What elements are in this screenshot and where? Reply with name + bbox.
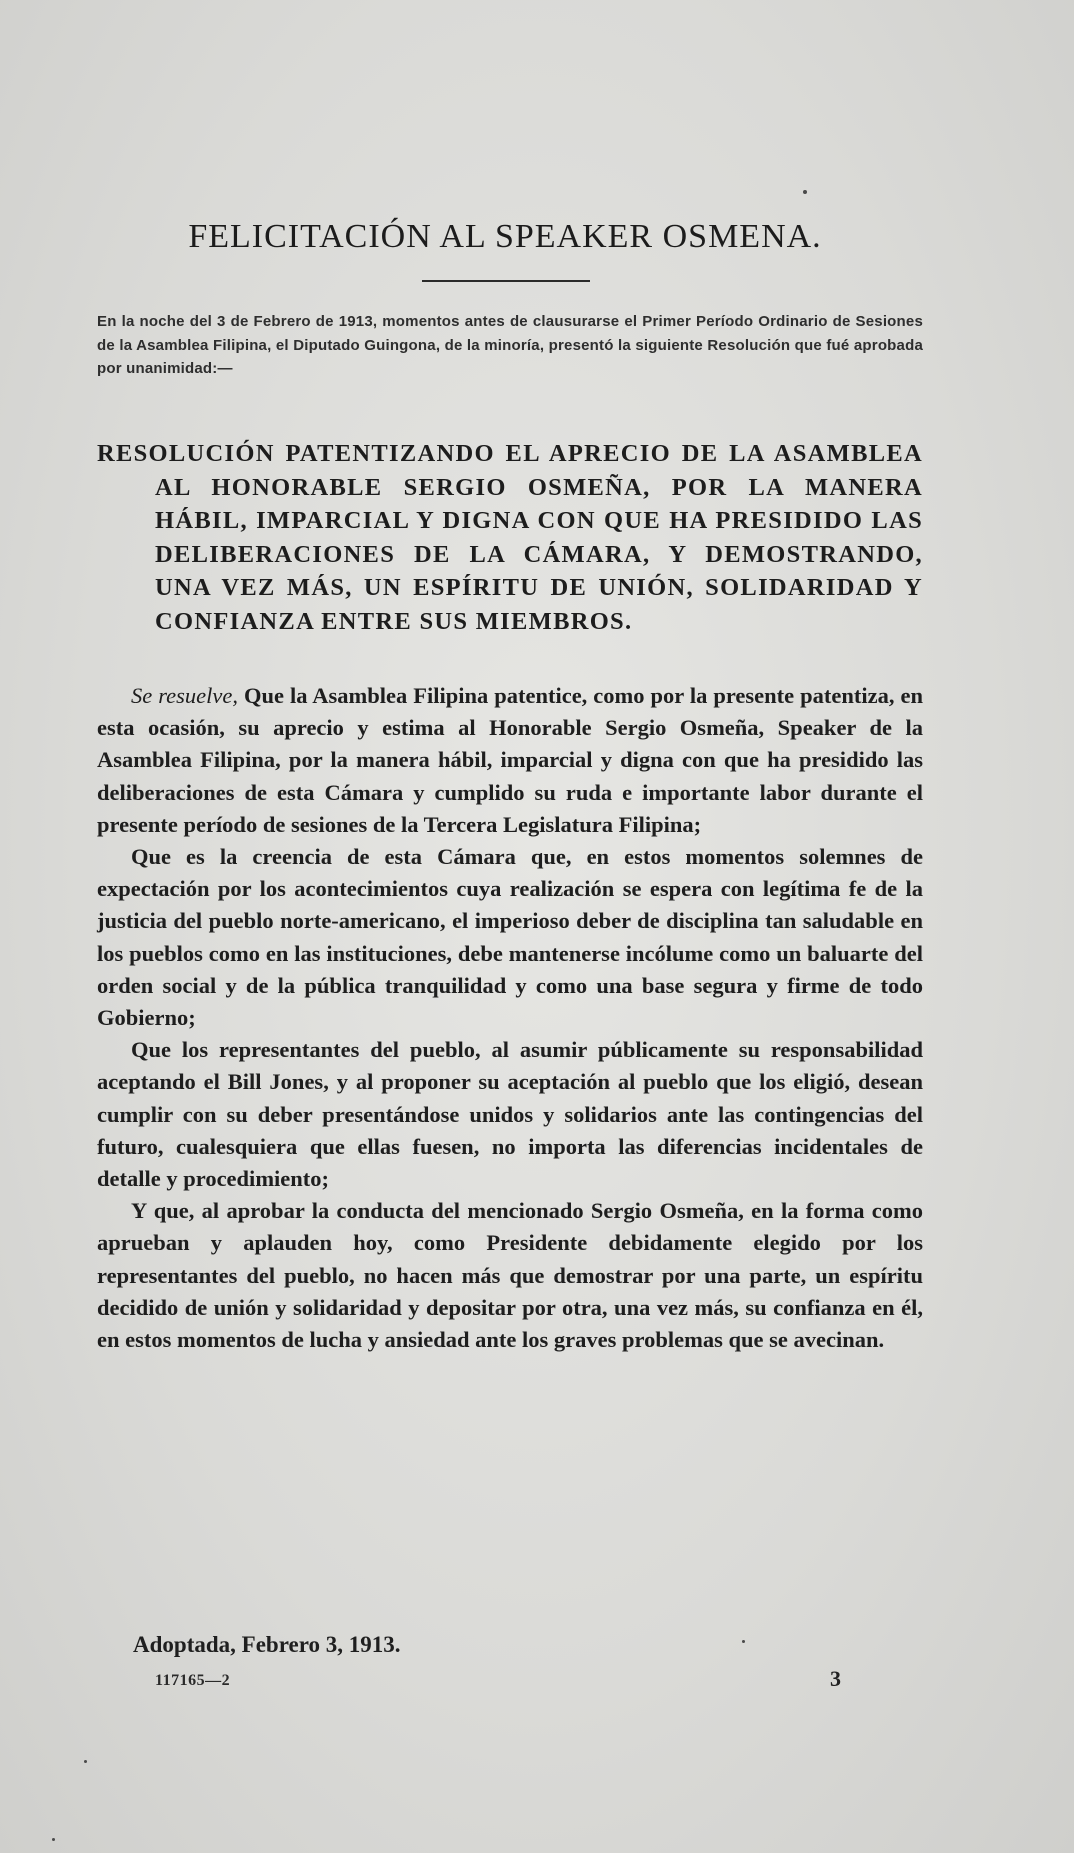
scan-speck [803, 190, 807, 194]
resolution-body [97, 680, 923, 1356]
page-number: 3 [830, 1666, 841, 1691]
resolution-paragraph-2: Que es la creencia de esta Cámara que, en estos momentos solemnes de expectación por los acontecimientos cuya realización se espera con legítima fe de la justicia del pueblo norte-americano, el imperioso deber de disciplina tan saludable en los pueblos como en las instituciones, debe mantenerse incólume como un baluarte del orden social y de la pública tranquilidad y como una base segura y firme de todo Gobierno; [97, 844, 923, 1031]
resolution-paragraph-3: Que los representantes del pueblo, al asumir públicamente su responsabilidad aceptando el Bill Jones, y al proponer su aceptación al pueblo que los eligió, desean cumplir con su deber presentándose unidos y solidarios ante las contingencias del futuro, cualesquiera que ellas fuesen, no importa las diferencias incidentales de detalle y procedimiento; [97, 1037, 923, 1192]
scan-speck [84, 1760, 87, 1763]
title-divider [422, 280, 590, 282]
intro-paragraph: En la noche del 3 de Febrero de 1913, momentos antes de clausurarse el Primer Período Ordinario de Sesiones de la Asamblea Filipina, el Diputado Guingona, de la minoría, presentó la siguiente Resolución que fué aprobada por unanimidad:— [97, 313, 923, 377]
print-code: 117165—2 [155, 1672, 231, 1689]
resolution-paragraph-4: Y que, al aprobar la conducta del mencionado Sergio Osmeña, en la forma como aprueban y aplauden hoy, como Presidente debidamente elegido por los representantes del pueblo, no hacen más que demostrar por una parte, un espíritu decidido de unión y solidaridad y depositar por otra, una vez más, su confianza en él, en estos momentos de lucha y ansiedad ante los graves problemas que se avecinan. [97, 1198, 923, 1353]
scan-speck [742, 1640, 745, 1643]
resolution-paragraph-1-text: Que la Asamblea Filipina patentice, como por la presente patentiza, en esta ocasión, su aprecio y estima al Honorable Sergio Osmeña, Speaker de la Asamblea Filipina, por la manera hábil, imparcial y digna con que ha presidido las deliberaciones de esta Cámara y cumplido su ruda e importante labor durante el presente período de sesiones de la Tercera Legislatura Filipina; [97, 683, 923, 837]
resolution-heading: RESOLUCIÓN PATENTIZANDO EL APRECIO DE LA ASAMBLEA AL HONORABLE SERGIO OSMEÑA, POR LA MANERA HÁBIL, IMPARCIAL Y DIGNA CON QUE HA PRESIDIDO LAS DELIBERACIONES DE LA CÁMARA, Y DEMOSTRANDO, UNA VEZ MÁS, UN ESPÍRITU DE UNIÓN, SOLIDARIDAD Y CONFIANZA ENTRE SUS MIEMBROS. [97, 440, 923, 635]
resolution-paragraph-1 [97, 680, 923, 841]
page-title: FELICITACIÓN AL SPEAKER OSMENA. [188, 218, 822, 255]
resolution-lead-phrase: Se resuelve, [131, 683, 238, 708]
scan-speck [52, 1838, 55, 1841]
adoption-date: Adoptada, Febrero 3, 1913. [133, 1632, 401, 1657]
